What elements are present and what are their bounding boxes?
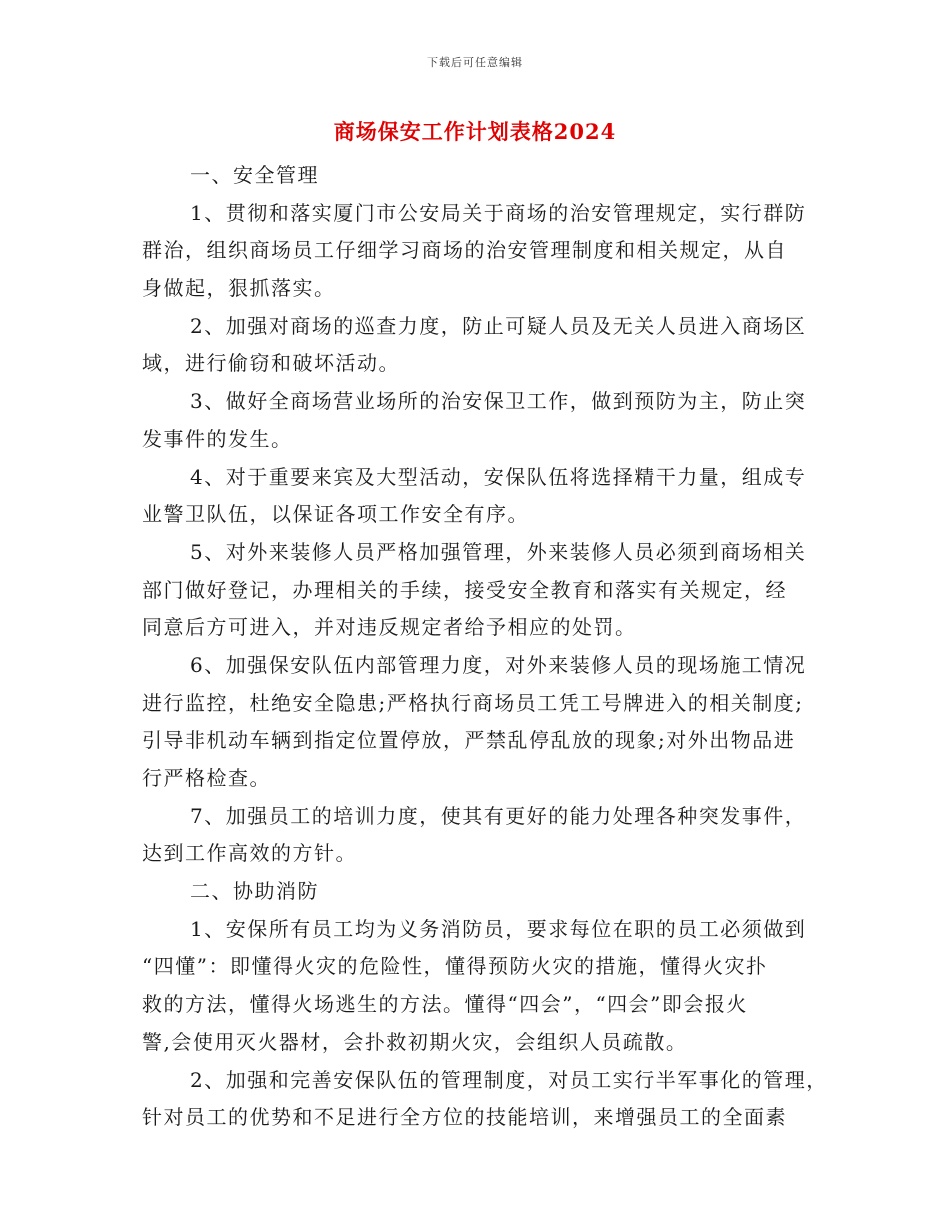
document-title: 商场保安工作计划表格2024 [333,119,617,144]
document-body [142,157,828,1137]
paragraph-line: 进行监控，杜绝安全隐患;严格执行商场员工凭工号牌进入的相关制度; [142,690,804,715]
paragraph-line: 业警卫队伍，以保证各项工作安全有序。 [142,502,529,527]
paragraph-line: 6、加强保安队伍内部管理力度，对外来装修人员的现场施工情况 [190,652,807,677]
paragraph-line: 1、安保所有员工均为义务消防员，要求每位在职的员工必须做到 [190,916,807,941]
section-heading-fire: 二、协助消防 [190,879,319,904]
paragraph-line: “四懂”：即懂得火灾的危险性，懂得预防火灾的措施，懂得火灾扑 [142,954,768,979]
paragraph-line: 达到工作高效的方针。 [142,841,357,866]
paragraph-line: 部门做好登记，办理相关的手续，接受安全教育和落实有关规定，经 [142,577,787,602]
paragraph-line: 同意后方可进入，并对违反规定者给予相应的处罚。 [142,615,637,640]
paragraph-line: 警,会使用灭火器材，会扑救初期火灾，会组织人员疏散。 [142,1029,688,1054]
paragraph-line: 3、做好全商场营业场所的治安保卫工作，做到预防为主，防止突 [190,389,807,414]
paragraph-line: 4、对于重要来宾及大型活动，安保队伍将选择精干力量，组成专 [190,464,807,489]
paragraph-line: 行严格检查。 [142,766,271,790]
paragraph-line: 救的方法，懂得火场逃生的方法。懂得“四会”，“四会”即会报火 [142,992,748,1017]
paragraph-line: 群治，组织商场员工仔细学习商场的治安管理制度和相关规定，从自 [142,238,787,263]
paragraph-line: 5、对外来装修人员严格加强管理，外来装修人员必须到商场相关 [190,539,807,564]
paragraph-line: 引导非机动车辆到指定位置停放，严禁乱停乱放的现象;对外出物品进 [142,728,796,753]
paragraph-line: 2、加强和完善安保队伍的管理制度，对员工实行半军事化的管理， [190,1067,828,1092]
paragraph-line: 发事件的发生。 [142,426,293,451]
paragraph-line: 域，进行偷窃和破坏活动。 [142,351,400,376]
section-heading-safety: 一、安全管理 [190,163,319,187]
paragraph-line: 2、加强对商场的巡查力度，防止可疑人员及无关人员进入商场区 [190,313,807,338]
paragraph-line: 1、贯彻和落实厦门市公安局关于商场的治安管理规定，实行群防 [190,200,807,225]
paragraph-line: 7、加强员工的培训力度，使其有更好的能力处理各种突发事件， [190,803,807,828]
header-note: 下载后可任意编辑 [427,56,523,69]
paragraph-line: 针对员工的优势和不足进行全方位的技能培训，来增强员工的全面素 [142,1105,787,1130]
paragraph-line: 身做起，狠抓落实。 [142,276,336,301]
